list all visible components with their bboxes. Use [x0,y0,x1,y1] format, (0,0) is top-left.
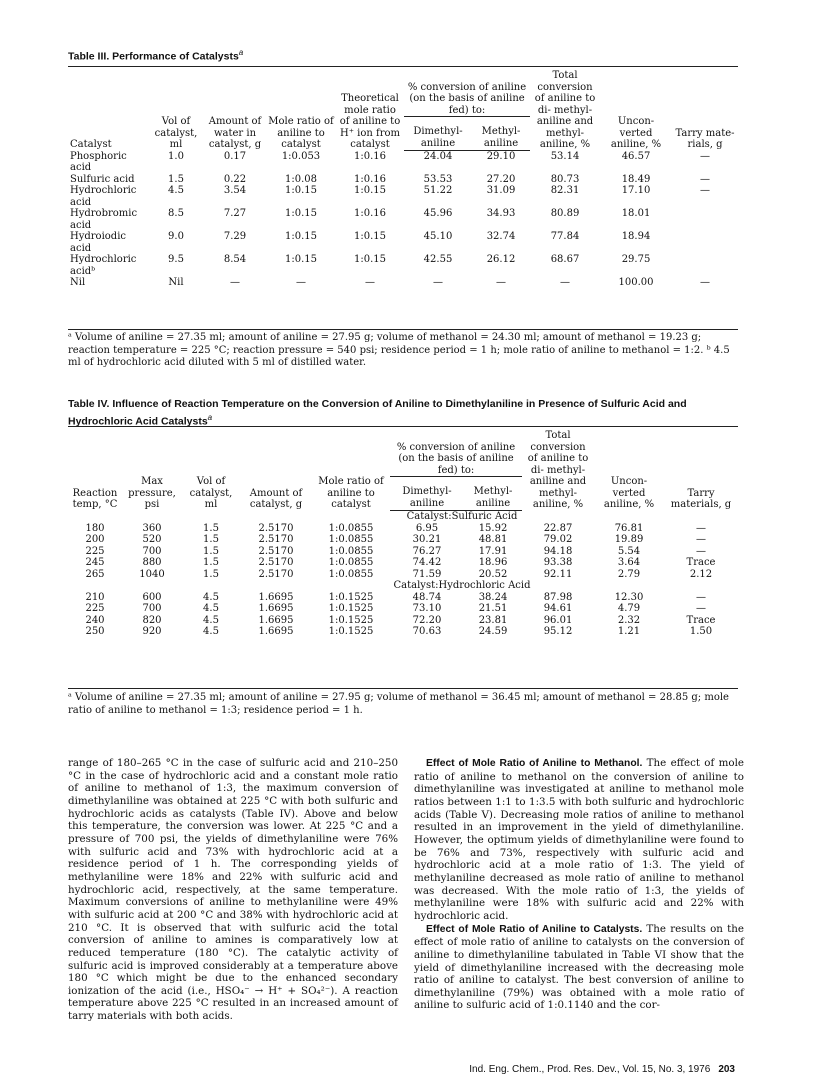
table-cell: 48.81 [478,534,508,545]
t4-h-vol: Vol of catalyst, ml [189,476,233,510]
table-cell: 15.92 [478,522,508,534]
table-cell: 8.54 [223,254,247,265]
table-cell: 0.22 [223,173,247,185]
table-cell: 1:0.15 [285,185,317,196]
t3-h-conv-group: % conversion of aniline (on the basis of aniline fed) to: [404,70,530,117]
table-cell: 4.79 [617,603,641,614]
table4-top-rule [68,426,738,427]
table-cell: 4.5 [168,185,184,196]
table-section-label: Catalyst:Hydrochloric Acid [393,580,531,591]
table-cell: 18.96 [478,557,508,568]
t3-h-catalyst: Catalyst [70,139,112,150]
table-cell: 1.5 [203,522,219,534]
table-cell: 18.49 [621,173,651,185]
table-cell: 1.21 [617,626,641,637]
table-cell: — [560,277,571,288]
table-cell: 76.27 [412,545,442,557]
right-paragraph-1 [414,757,744,923]
table-cell: 19.89 [614,534,644,545]
table-cell: 1:0.08 [285,173,317,185]
table-cell: 700 [142,545,162,557]
t3-h-vol: Vol of catalyst, ml [154,116,198,150]
table-cell: — [700,173,711,185]
table-cell: 94.61 [543,603,573,614]
table-cell: 1:0.16 [354,208,386,219]
table-row [68,151,738,174]
table-cell: 87.98 [543,591,573,603]
table-cell: — [696,591,707,603]
t4-h-total: Total conversion of aniline to di- methyl- aniline and methyl- aniline, % [527,430,589,510]
table-cell: 4.5 [203,591,219,603]
table-cell: 9.5 [168,254,184,265]
table-cell: 2.32 [617,614,641,626]
table-cell: 4.5 [203,614,219,626]
table-cell: 1:0.15 [354,231,386,242]
table-section-row [68,580,738,592]
table-cell: 51.22 [423,185,453,196]
table-row [68,254,738,277]
t3-h-water: Amount of water in catalyst, g [208,116,262,150]
table-cell: 6.95 [415,522,439,534]
table-cell: 1.50 [689,626,713,637]
table-cell: 210 [85,591,105,603]
table-row [68,523,738,535]
table-cell: 1:0.053 [281,150,321,162]
table-cell: Trace [686,557,716,568]
table4-footnote: ᵃ Volume of aniline = 27.35 ml; amount of aniline = 27.95 g; volume of methanol = 36.45 ml; amount of methanol = 28.85 g; mole ratio of aniline to methanol = 1:3; residence period = 1 h. [68,692,729,716]
table-cell: 1:0.15 [285,208,317,219]
table-cell: 24.04 [423,151,453,162]
table-cell: 820 [142,614,162,626]
table-cell: 2.12 [689,568,713,580]
table-cell: 1:0.15 [285,231,317,242]
table-cell: 82.31 [550,185,580,196]
t3-h-total: Total conversion of aniline to di- methyl- aniline and methyl- aniline, % [534,70,596,150]
t3-h-theoretical: Theoretical mole ratio of aniline to H⁺ ion from catalyst [339,93,401,150]
table-cell: 1:0.1525 [328,614,374,626]
t4-h-conv-group: % conversion of aniline (on the basis of aniline fed) to: [390,430,522,477]
table-cell: Hydrochloric acidᵇ [70,254,137,277]
table3-body [68,151,738,289]
table-cell: — [700,185,711,196]
table-cell: 225 [85,603,105,614]
t4-h-pressure: Max pressure, psi [128,476,176,510]
table-cell: 1:0.1525 [328,603,374,614]
table-cell: 96.01 [543,614,573,626]
table-cell: 1:0.0855 [328,568,374,580]
table-cell: 100.00 [618,277,654,288]
table-cell: — [696,534,707,545]
table-cell: Hydroiodic acid [70,231,126,254]
table-cell: 80.73 [550,173,580,185]
table-cell: 1.6695 [258,614,294,626]
table-row [68,185,738,208]
table-cell: 20.52 [478,568,508,580]
t3-h-dimethyl: Dimethyl- aniline [404,117,472,151]
table-row [68,626,738,638]
table-cell: Trace [686,614,716,626]
table-cell: 1:0.16 [354,173,386,185]
table-cell: 45.10 [423,231,453,242]
table-cell: 93.38 [543,557,573,568]
table-cell: 94.18 [543,545,573,557]
table-row [68,208,738,231]
table4-bottom-rule [68,688,738,689]
table-row [68,546,738,558]
table-cell: 23.81 [478,614,508,626]
t3-h-unconverted: Uncon- verted aniline, % [610,116,662,150]
journal-citation: Ind. Eng. Chem., Prod. Res. Dev., Vol. 15, No. 3, 1976 [469,1064,711,1075]
left-column [68,757,398,1023]
table-cell: 31.09 [486,185,516,196]
table-cell: 1:0.0855 [328,534,374,545]
table-cell: 95.12 [543,626,573,637]
table-row [68,592,738,604]
table-cell: 24.59 [478,626,508,637]
table-cell: 3.54 [223,185,247,196]
table-cell: 920 [142,626,162,637]
table-cell: 250 [85,626,105,637]
table-cell: 21.51 [478,603,508,614]
table-cell: 200 [85,534,105,545]
table-cell: — [496,277,506,288]
table-cell: 46.57 [621,150,651,162]
table-cell: 2.5170 [258,557,294,568]
table-cell [672,208,738,231]
table-cell: 245 [85,557,105,568]
table-cell: 71.59 [412,568,442,580]
table-row [68,557,738,569]
table-cell: Phosphoric acid [70,150,127,173]
table-cell: 1.5 [203,545,219,557]
table-cell: 29.75 [621,254,651,265]
table4 [68,430,738,638]
table-cell: 53.14 [550,150,580,162]
page-footer [469,1064,735,1075]
table-cell: 1.6695 [258,603,294,614]
table-cell: 9.0 [168,231,184,242]
table-cell: 92.11 [543,568,573,580]
table-cell: 1:0.0855 [328,545,374,557]
table-cell: 7.27 [223,208,247,219]
table-row [68,174,738,186]
table-cell: 76.81 [614,522,644,534]
table-cell: 1.6695 [258,591,294,603]
t4-h-dimethyl: Dimethyl- aniline [390,477,464,511]
table-cell: 1:0.1525 [328,626,374,637]
table-cell: — [696,522,707,534]
table-cell: 1:0.15 [285,254,317,265]
table-cell: 1.6695 [258,626,294,637]
table-cell: 2.5170 [258,545,294,557]
table-cell: 18.01 [621,208,651,219]
t4-h-mole-ratio: Mole ratio of aniline to catalyst [318,476,384,510]
table-cell: 880 [142,557,162,568]
table-cell: Nil [70,277,86,288]
table-cell [672,231,738,254]
table-cell: 74.42 [412,557,442,568]
table3-top-rule [68,66,738,67]
table-cell: 68.67 [550,254,580,265]
table-row [68,277,738,289]
table-cell: 2.5170 [258,522,294,534]
table-cell: — [433,277,443,288]
table-cell: Hydrobromic acid [70,208,138,231]
t4-h-temp: Reaction temp, °C [72,487,118,510]
table-cell: 77.84 [550,231,580,242]
table-cell: 1040 [139,568,165,580]
table4-caption-sup: a [207,413,213,422]
page-number: 203 [718,1064,735,1075]
table-row [68,603,738,615]
table-cell: 7.29 [223,231,247,242]
table3 [68,70,738,289]
table-cell: 1:0.15 [354,254,386,265]
table-cell: Sulfuric acid [70,173,135,185]
table-cell: 600 [142,591,162,603]
table4-caption [68,398,738,429]
table-cell: 53.53 [423,173,453,185]
table-cell: 12.30 [614,591,644,603]
table-cell: 1:0.1525 [328,591,374,603]
t4-h-methyl: Methyl- aniline [464,477,522,511]
table-cell: 4.5 [203,626,219,637]
table-cell: 27.20 [486,173,516,185]
table-cell: 2.5170 [258,568,294,580]
table-cell: 72.20 [412,614,442,626]
table-cell: 2.5170 [258,534,294,545]
table4-body [68,511,738,638]
table-cell: 45.96 [423,208,453,219]
table-cell: 42.55 [423,254,453,265]
table-row [68,615,738,627]
table3-caption-sup: a [238,48,244,57]
t3-h-tarry: Tarry mate- rials, g [675,127,735,150]
table-cell: 79.02 [543,534,573,545]
table-cell: 1:0.0855 [328,522,374,534]
table-cell: — [696,603,707,614]
table-cell: 29.10 [486,151,516,162]
table-cell: 26.12 [486,254,516,265]
table-cell: — [700,150,711,162]
table-section-row [68,511,738,523]
table-cell: 73.10 [412,603,442,614]
table-cell: 240 [85,614,105,626]
table-cell: — [230,277,240,288]
table-cell: 1.0 [168,150,184,162]
table-cell: — [296,277,306,288]
table-cell: 225 [85,545,105,557]
table-cell: 70.63 [412,626,442,637]
t3-h-methyl: Methyl- aniline [472,117,530,151]
table-cell: 1.5 [203,557,219,568]
table-row [68,231,738,254]
table3-caption-text: Table III. Performance of Catalysts [68,50,239,63]
right-column [414,757,744,1012]
table-cell: 1:0.0855 [328,557,374,568]
table-cell: 265 [85,568,105,580]
table-cell: Nil [168,277,184,288]
table-cell: 0.17 [223,150,247,162]
mole-ratio-catalyst-text: The results on the effect of mole ratio of aniline to catalysts on the conversion of aniline to dimethylaniline tabulated in Table VI show that the yield of dimethylaniline increased with the decreasing mole ratio of aniline to catalyst. The best conversion of aniline to dimethylaniline (79%) was obtained with a mole ratio of aniline to sulfuric acid of 1:0.1140 and the cor- [414,922,745,1012]
table-cell: 18.94 [621,231,651,242]
table-cell: 4.5 [203,603,219,614]
table-cell: 520 [142,534,162,545]
mole-ratio-methanol-heading: Effect of Mole Ratio of Aniline to Methanol. [426,758,643,769]
table-cell: 1:0.15 [354,185,386,196]
table-cell: 30.21 [412,534,442,545]
t4-h-amount: Amount of catalyst, g [249,487,303,510]
left-column-text: range of 180–265 °C in the case of sulfuric acid and 210–250 °C in the case of hydrochloric acid and a constant mole ratio of aniline to methanol of 1:3, the maximum conversion of dimethylaniline was obtained at 225 °C with both sulfuric and hydrochloric acids as catalysts (Table IV). Above and below this temperature, the conversion was lower. At 225 °C and a pressure of 700 psi, the yields of dimethylaniline were 76% with sulfuric acid and 73% with hydrochloric acid at a residence period of 1 h. The corresponding yields of methylaniline were 18% and 22% with sulfuric acid and hydrochloric acid, respectively, at the same temperature. Maximum conversions of aniline to methylaniline were 49% with sulfuric acid at 200 °C and 38% with hydrochloric acid at 210 °C. It is observed that with sulfuric acid the total conversion of aniline to amines is comparatively low at reduced temperature (180 °C). The catalytic activity of sulfuric acid is improved considerably at a temperature above 180 °C which might be due to the enhanced secondary ionization of the acid (i.e., HSO₄⁻ → H⁺ + SO₄²⁻). A reaction temperature above 225 °C resulted in an increased amount of tarry materials with both acids. [68,757,398,1023]
mole-ratio-methanol-text: The effect of mole ratio of aniline to methanol on the conversion of aniline to dimethylaniline was investigated at aniline to methanol mole ratios between 1:1 to 1:3.5 with both sulfuric and hydrochloric acids (Table V). Decreasing mole ratios of aniline to methanol resulted in an improvement in the yield of dimethylaniline. However, the optimum yields of dimethylaniline were found to be 76% and 73%, respectively with sulfuric acid and hydrochloric acid at a mole ratio of 1:3. The yield of methylaniline decreased as mole ratio of aniline to methanol was decreased. With the mole ratio of 1:3, the yields of methylaniline were 18% with sulfuric acid and 22% with hydrochloric acid. [414,757,744,922]
table-section-label: Catalyst:Sulfuric Acid [406,511,518,522]
table-cell: Hydrochloric acid [70,185,137,208]
table-cell: 80.89 [550,208,580,219]
table-cell: 1.5 [203,534,219,545]
table4-caption-text: Table IV. Influence of Reaction Temperature on the Conversion of Aniline to Dimethylaniline in Presence of Sulfuric Acid and Hydrochloric Acid Catalysts [68,398,687,428]
table-cell: — [365,277,375,288]
table-cell: 1.5 [168,173,184,185]
table-cell: 3.64 [617,557,641,568]
table-cell: 48.74 [412,591,442,603]
table-cell: 2.79 [617,568,641,580]
mole-ratio-catalyst-heading: Effect of Mole Ratio of Aniline to Catalysts. [426,923,643,935]
t4-h-tarry: Tarry materials, g [670,487,732,510]
table-cell: 700 [142,603,162,614]
table-row [68,534,738,546]
table-cell: 8.5 [168,208,184,219]
table3-footnote: ᵃ Volume of aniline = 27.35 ml; amount of aniline = 27.95 g; volume of methanol = 24.30 ml; amount of methanol = 19.23 g; reaction temperature = 225 °C; reaction pressure = 540 psi; residence period = 1 h; mole ratio of aniline to methanol = 1:2. ᵇ 4.5 ml of hydrochloric acid diluted with 5 ml of distilled water. [68,332,730,368]
table-cell: 22.87 [543,522,573,534]
table-cell: 1:0.16 [354,150,386,162]
table-cell [672,254,738,277]
table-cell: 32.74 [486,231,516,242]
table-cell: — [696,545,707,557]
table-cell: — [700,277,711,288]
t4-h-unconverted: Uncon- verted aniline, % [603,476,655,510]
table-cell: 5.54 [617,545,641,557]
table-cell: 34.93 [486,208,516,219]
table-row [68,569,738,581]
table-cell: 360 [142,522,162,534]
table3-caption [68,46,738,64]
table-cell: 38.24 [478,591,508,603]
table3-bottom-rule [68,329,738,330]
table-cell: 17.91 [478,545,508,557]
table-cell: 1.5 [203,568,219,580]
table-cell: 180 [85,522,105,534]
table-cell: 17.10 [621,185,651,196]
right-paragraph-2 [414,923,744,1013]
t3-h-mole-ratio: Mole ratio of aniline to catalyst [268,116,334,150]
